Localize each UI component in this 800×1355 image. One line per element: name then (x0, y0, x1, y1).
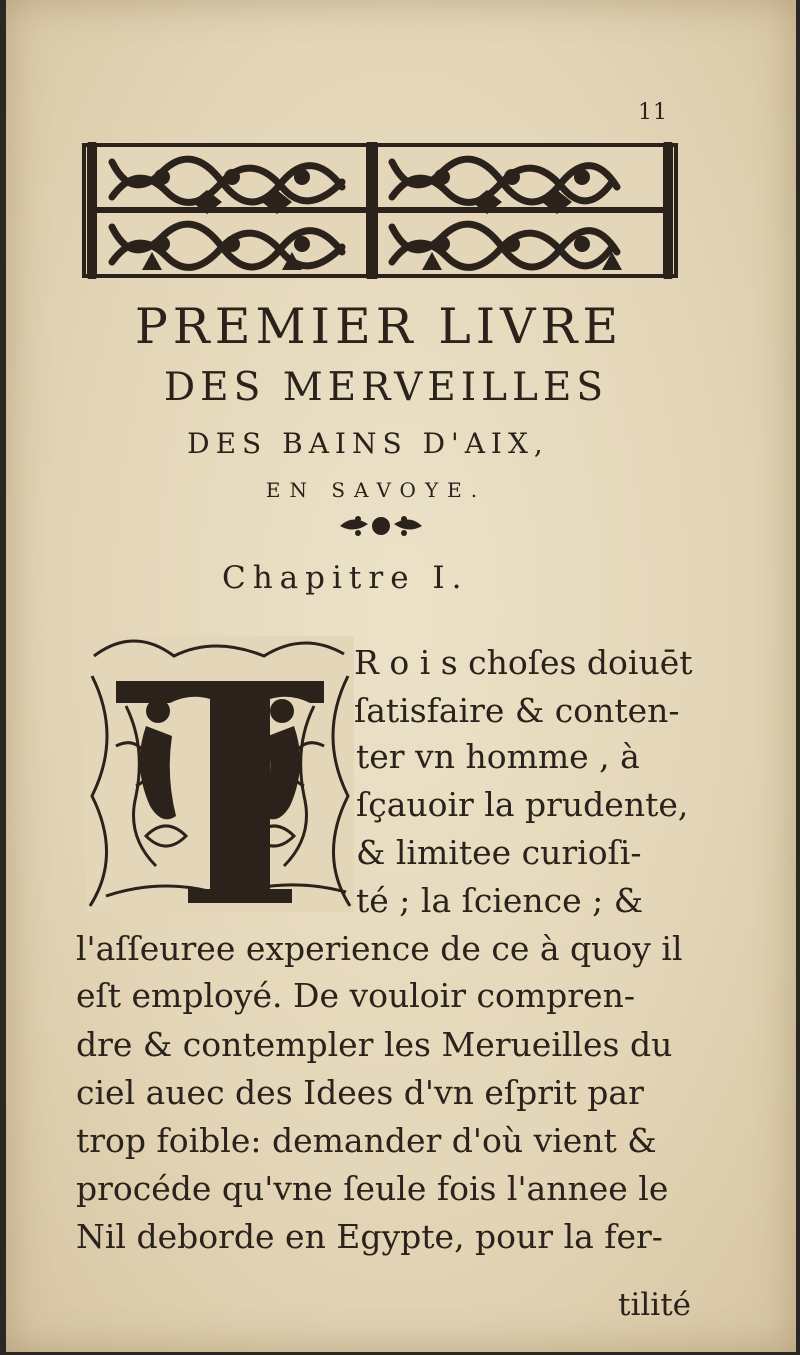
body-line-11: trop foible: demander d'où vient & (76, 1121, 657, 1160)
body-line-4: ſçauoir la prudente, (356, 785, 689, 824)
body-line-13: Nil deborde en Egypte, pour la fer- (76, 1217, 663, 1256)
title-line-2: DES MERVEILLES (163, 365, 609, 410)
body-line-10: ciel auec des Idees d'vn eſprit par (76, 1073, 644, 1112)
floral-headband-ornament (82, 142, 678, 279)
body-line-5: & limitee curioſi- (356, 833, 642, 872)
title-line-4: EN SAVOYE. (265, 478, 487, 502)
body-line-6: té ; la ſcience ; & (356, 881, 644, 920)
body-line-7: l'aſſeuree experience de ce à quoy il (76, 929, 683, 968)
body-line-8: eſt employé. De vouloir compren- (76, 976, 635, 1015)
title-line-3: DES BAINS D'AIX, (187, 427, 549, 460)
chapter-heading: Chapitre I. (222, 560, 469, 596)
book-page (6, 0, 796, 1352)
body-line-2: ſatisfaire & conten- (354, 691, 680, 730)
body-line-9: dre & contempler les Merueilles du (76, 1025, 673, 1064)
title-line-1: PREMIER LIVRE (134, 298, 624, 355)
body-line-3: ter vn homme , à (356, 737, 640, 776)
fleuron-ornament (336, 513, 426, 539)
catchword: tilité (618, 1287, 692, 1323)
decorated-initial-T (86, 636, 354, 912)
page-number: 11 (638, 100, 668, 125)
body-line-12: procéde qu'vne ſeule fois l'annee le (76, 1169, 669, 1208)
body-line-1: R o i s choſes doiuēt (354, 643, 693, 682)
